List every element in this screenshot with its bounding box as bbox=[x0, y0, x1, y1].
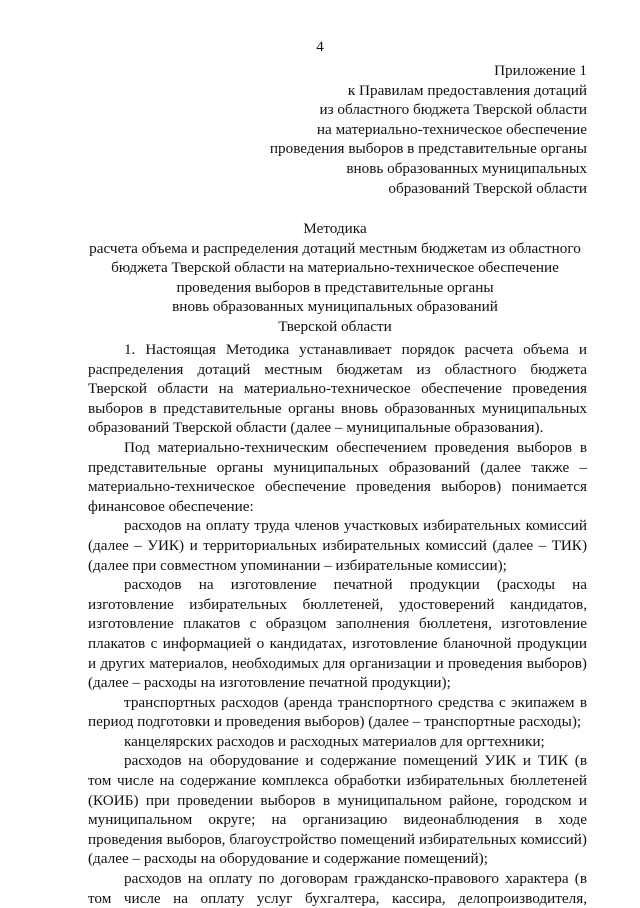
appendix-line: образований Тверской области bbox=[388, 179, 587, 197]
appendix-line: Приложение 1 bbox=[494, 62, 587, 79]
appendix-line: из областного бюджета Тверской области bbox=[319, 101, 587, 119]
paragraph: расходов на оплату по договорам гражданско-правового характера (в том числе на оплату услуг бухгалтера, кассира, делопроизводителя, bbox=[88, 870, 587, 907]
paragraph: канцелярских расходов и расходных материалов для оргтехники; bbox=[124, 732, 545, 750]
paragraph: транспортных расходов (аренда транспортного средства с экипажем в период подготовки и проведения выборов) (далее – транспортные расходы); bbox=[88, 693, 587, 731]
title-line: бюджета Тверской области на материально-техническое обеспечение bbox=[111, 259, 559, 277]
paragraph: расходов на изготовление печатной продукции (расходы на изготовление избирательных бюллетеней, удостоверений кандидатов, изготовление плакатов с образцом заполнения бюллетеня, изготовление плакатов с информацией о кандидатах, изготовление бланочной продукции и других материалов, необходимых для организации и проведения выборов) (далее – расходы на изготовление печатной продукции); bbox=[88, 576, 587, 692]
page-number: 4 bbox=[316, 39, 324, 55]
paragraph: расходов на оборудование и содержание помещений УИК и ТИК (в том числе на содержание комплекса обработки избирательных бюллетеней (КОИБ) при проведении выборов в муниципальном районе, городском и муниципальном округе; на организацию видеонаблюдения в ходе проведения выборов, благоустройство помещений избирательных комиссий) (далее – расходы на оборудование и содержание помещений); bbox=[88, 752, 587, 868]
title-line: Тверской области bbox=[278, 317, 392, 335]
paragraph: 1. Настоящая Методика устанавливает порядок расчета объема и распределения дотаций местным бюджетам из областного бюджета Тверской области на материально-техническое обеспечение проведения выборов в представительные органы вновь образованных муниципальных образований Тверской области (далее – муниципальные образования). bbox=[88, 341, 587, 437]
document-body bbox=[88, 340, 587, 908]
document-title bbox=[80, 219, 590, 337]
paragraph: Под материально-техническим обеспечением проведения выборов в представительные органы муниципальных образований (далее также – материально-техническое обеспечение проведения выборов) понимается финансовое обеспечение: bbox=[88, 438, 587, 515]
title-line: расчета объема и распределения дотаций местным бюджетам из областного bbox=[89, 239, 581, 257]
title-heading: Методика bbox=[303, 220, 367, 237]
title-line: вновь образованных муниципальных образований bbox=[172, 298, 498, 316]
appendix-line: к Правилам предоставления дотаций bbox=[347, 81, 587, 99]
appendix-line: вновь образованных муниципальных bbox=[346, 159, 587, 177]
paragraph: расходов на оплату труда членов участковых избирательных комиссий (далее – УИК) и территориальных избирательных комиссий (далее – ТИК) (далее при совместном упоминании – избирательные комиссии); bbox=[88, 517, 587, 574]
appendix-line: на материально-техническое обеспечение bbox=[316, 120, 587, 138]
appendix-header bbox=[227, 61, 587, 198]
title-line: проведения выборов в представительные органы bbox=[176, 278, 494, 296]
appendix-line: проведения выборов в представительные органы bbox=[269, 140, 587, 158]
